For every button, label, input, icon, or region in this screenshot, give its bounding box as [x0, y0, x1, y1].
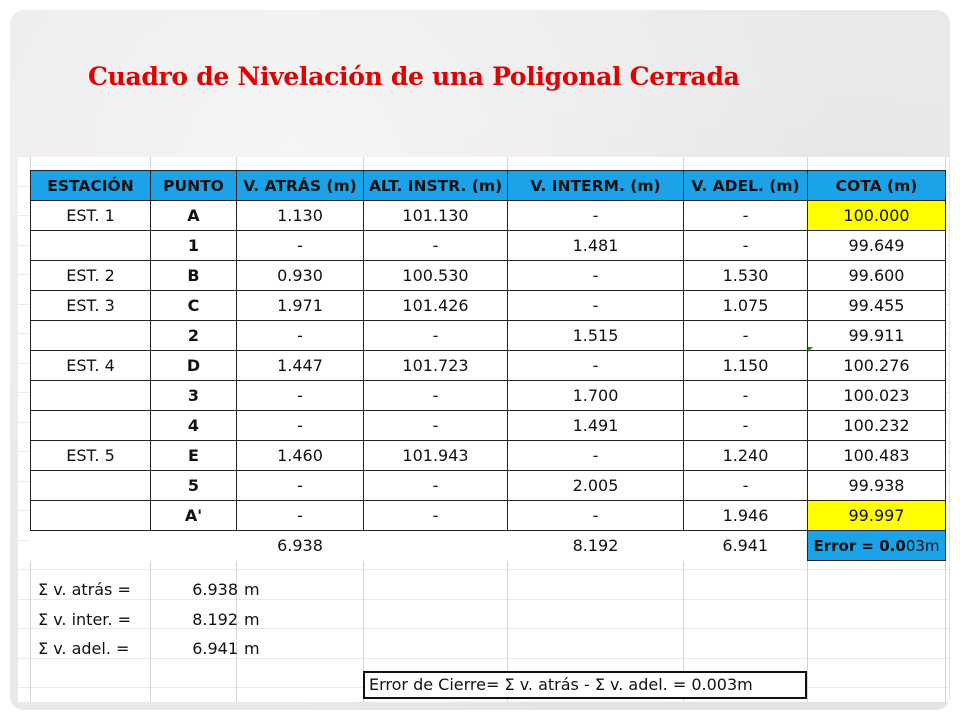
cell-v-interm: 1.515	[508, 321, 684, 351]
cell-v-interm: -	[508, 501, 684, 531]
cell-punto: 2	[151, 321, 237, 351]
sum-label: Σ v. atrás =	[38, 580, 131, 599]
sum-unit: m	[244, 639, 260, 658]
table-row	[31, 471, 946, 501]
cell-alt-instr: 100.530	[364, 261, 508, 291]
cell-v-adel: -	[684, 231, 808, 261]
sum-value: 6.938	[192, 580, 238, 599]
header-cell: PUNTO	[151, 171, 237, 201]
header-row	[31, 171, 946, 201]
cell-v-interm: -	[508, 291, 684, 321]
cell-cota: 100.023	[808, 381, 946, 411]
cell-cota: 100.232	[808, 411, 946, 441]
cell-v-atras: 0.930	[237, 261, 364, 291]
table-row	[31, 351, 946, 381]
total-v-adel: 6.941	[722, 536, 769, 556]
cell-v-adel: -	[684, 411, 808, 441]
cell-v-adel: -	[684, 381, 808, 411]
cell-v-adel: -	[684, 201, 808, 231]
cell-v-adel: 1.150	[684, 351, 808, 381]
cell-punto: 4	[151, 411, 237, 441]
spreadsheet	[18, 157, 949, 702]
header-cell: ALT. INSTR. (m)	[364, 171, 508, 201]
header-cell: COTA (m)	[808, 171, 946, 201]
total-v-interm: 8.192	[572, 536, 619, 556]
cell-alt-instr: -	[364, 501, 508, 531]
cell-v-interm: 1.481	[508, 231, 684, 261]
cell-v-atras: 1.130	[237, 201, 364, 231]
cell-v-adel: 1.240	[684, 441, 808, 471]
error-label-tail: 03m	[905, 536, 940, 555]
cell-punto: A	[151, 201, 237, 231]
cell-cota: 99.938	[808, 471, 946, 501]
totals-row	[31, 531, 946, 561]
cell-estacion: EST. 1	[31, 201, 151, 231]
totals-cell	[364, 531, 508, 561]
cell-v-interm: 1.700	[508, 381, 684, 411]
total-v-atras: 6.938	[277, 536, 323, 556]
cell-estacion	[31, 471, 151, 501]
sum-unit: m	[244, 580, 260, 599]
cell-v-interm: -	[508, 441, 684, 471]
cell-v-adel: -	[684, 321, 808, 351]
cell-alt-instr: -	[364, 471, 508, 501]
cell-cota: 99.600	[808, 261, 946, 291]
cell-estacion: EST. 4	[31, 351, 151, 381]
cell-punto: B	[151, 261, 237, 291]
cell-v-atras: 1.447	[237, 351, 364, 381]
leveling-table	[30, 170, 946, 561]
closure-error-box: Error de Cierre= Σ v. atrás - Σ v. adel. = 0.003m	[363, 671, 807, 699]
cell-v-atras: -	[237, 381, 364, 411]
cell-estacion: EST. 3	[31, 291, 151, 321]
cell-alt-instr: -	[364, 381, 508, 411]
cell-cota: 99.649	[808, 231, 946, 261]
error-cell	[808, 531, 946, 561]
sum-label: Σ v. inter. =	[38, 609, 131, 629]
cell-estacion: EST. 2	[31, 261, 151, 291]
cell-estacion	[31, 321, 151, 351]
cell-v-adel: 1.946	[684, 501, 808, 531]
cell-punto: 3	[151, 381, 237, 411]
slide-title: Cuadro de Nivelación de una Poligonal Cerrada	[88, 62, 740, 91]
cell-v-interm: -	[508, 351, 684, 381]
cell-v-adel: 1.530	[684, 261, 808, 291]
cell-cota: 99.911	[808, 321, 946, 351]
cell-punto: E	[151, 441, 237, 471]
error-label: Error = 0.0	[813, 536, 906, 555]
header-cell: V. ATRÁS (m)	[237, 171, 364, 201]
table-row	[31, 261, 946, 291]
table-row	[31, 231, 946, 261]
cell-cota: 100.483	[808, 441, 946, 471]
cell-punto: 5	[151, 471, 237, 501]
cell-v-atras: 1.971	[237, 291, 364, 321]
cell-alt-instr: 101.943	[364, 441, 508, 471]
header-cell: V. INTERM. (m)	[508, 171, 684, 201]
cell-v-atras: -	[237, 471, 364, 501]
cell-v-interm: -	[508, 261, 684, 291]
sum-label: Σ v. adel. =	[38, 639, 130, 658]
cell-estacion	[31, 501, 151, 531]
cell-cota: 100.276	[808, 351, 946, 381]
table-row	[31, 201, 946, 231]
cell-cota: 100.000	[808, 201, 946, 231]
cell-v-atras: -	[237, 411, 364, 441]
table-row	[31, 291, 946, 321]
cell-alt-instr: -	[364, 411, 508, 441]
totals-cell	[31, 531, 151, 561]
table-row	[31, 321, 946, 351]
cell-estacion	[31, 231, 151, 261]
cell-cota: 99.455	[808, 291, 946, 321]
cell-punto: C	[151, 291, 237, 321]
cell-alt-instr: -	[364, 231, 508, 261]
cell-cota: 99.997	[808, 501, 946, 531]
cell-v-atras: -	[237, 501, 364, 531]
cell-alt-instr: 101.723	[364, 351, 508, 381]
header-cell: ESTACIÓN	[31, 171, 151, 201]
cell-alt-instr: 101.426	[364, 291, 508, 321]
table-row	[31, 381, 946, 411]
sum-unit: m	[244, 609, 260, 629]
table-row	[31, 441, 946, 471]
cell-alt-instr: 101.130	[364, 201, 508, 231]
cell-estacion	[31, 411, 151, 441]
cell-alt-instr: -	[364, 321, 508, 351]
slide	[10, 10, 950, 710]
totals-cell	[151, 531, 237, 561]
cell-estacion: EST. 5	[31, 441, 151, 471]
cell-comment-marker	[808, 347, 813, 352]
header-cell: V. ADEL. (m)	[684, 171, 808, 201]
cell-punto: D	[151, 351, 237, 381]
cell-v-adel: 1.075	[684, 291, 808, 321]
sum-value: 8.192	[192, 609, 238, 629]
table-row	[31, 501, 946, 531]
cell-v-atras: 1.460	[237, 441, 364, 471]
cell-v-atras: -	[237, 231, 364, 261]
cell-v-atras: -	[237, 321, 364, 351]
cell-v-interm: -	[508, 201, 684, 231]
table-row	[31, 411, 946, 441]
sum-value: 6.941	[192, 639, 238, 658]
cell-v-interm: 1.491	[508, 411, 684, 441]
cell-estacion	[31, 381, 151, 411]
cell-punto: 1	[151, 231, 237, 261]
cell-v-adel: -	[684, 471, 808, 501]
cell-v-interm: 2.005	[508, 471, 684, 501]
cell-punto: A'	[151, 501, 237, 531]
